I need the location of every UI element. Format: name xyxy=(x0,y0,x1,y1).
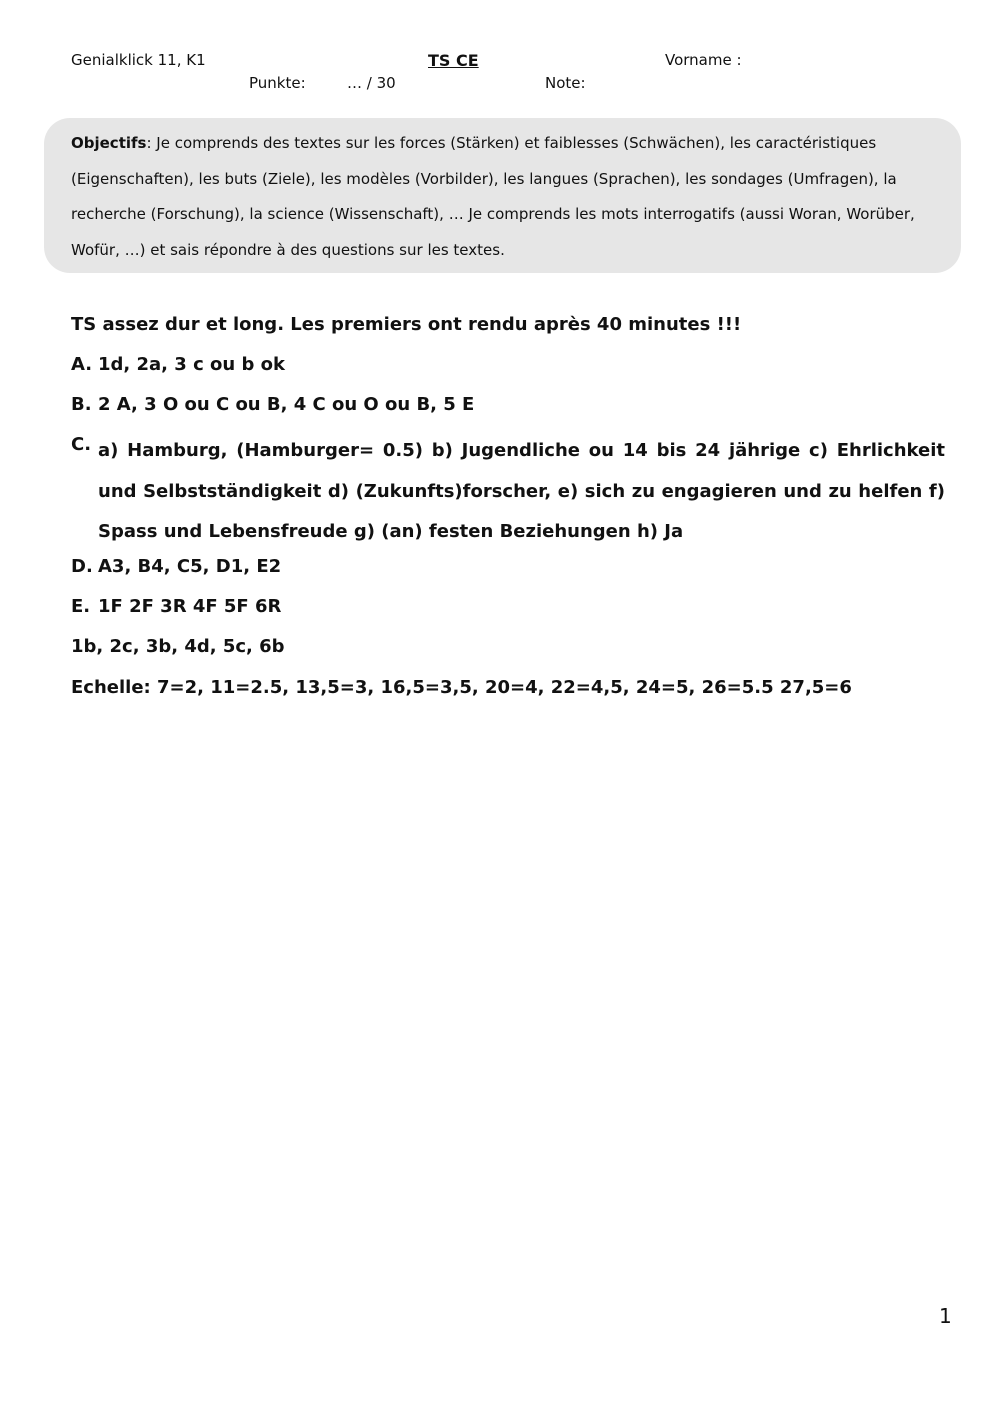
answer-a-text: 1d, 2a, 3 c ou b ok xyxy=(98,354,285,375)
answer-e-text: 1F 2F 3R 4F 5F 6R xyxy=(98,596,282,617)
course-name: Genialklick 11, K1 xyxy=(71,51,206,69)
objectives-body: : Je comprends des textes sur les forces (Stärken) et faiblesses (Schwächen), les caractéristiques (Eigenschaften), les buts (Ziele), les modèles (Vorbilder), les langues (Sprachen), les sondages (Umfragen), la recherche (Forschung), la science (Wissenschaft), … Je comprends les mots interrogatifs (aussi Woran, Worüber, Wofür, …) et sais répondre à des questions sur les textes. xyxy=(71,134,915,259)
answer-d xyxy=(71,556,281,577)
grading-scale: Echelle: 7=2, 11=2.5, 13,5=3, 16,5=3,5, 20=4, 22=4,5, 24=5, 26=5.5 27,5=6 xyxy=(71,677,852,698)
answer-b-label: B. xyxy=(71,394,92,415)
objectives-label: Objectifs xyxy=(71,134,147,152)
answer-b-text: 2 A, 3 O ou C ou B, 4 C ou O ou B, 5 E xyxy=(98,394,475,415)
answer-a-label: A. xyxy=(71,354,93,375)
answer-c xyxy=(71,431,945,553)
answer-d-text: A3, B4, C5, D1, E2 xyxy=(98,556,282,577)
answer-c-label: C. xyxy=(71,434,92,455)
answer-b xyxy=(71,394,474,415)
answer-d-label: D. xyxy=(71,556,93,577)
objectives-text xyxy=(71,126,951,268)
punkte-label: Punkte: xyxy=(249,74,306,92)
punkte-value: … / 30 xyxy=(347,74,396,92)
vorname-label: Vorname : xyxy=(665,51,742,69)
note-label: Note: xyxy=(545,74,586,92)
answers-intro: TS assez dur et long. Les premiers ont rendu après 40 minutes !!! xyxy=(71,314,742,335)
answer-extra: 1b, 2c, 3b, 4d, 5c, 6b xyxy=(71,636,285,657)
page-number: 1 xyxy=(939,1304,952,1328)
page-title: TS CE xyxy=(428,51,479,70)
answer-e xyxy=(71,596,281,617)
answer-c-text: a) Hamburg, (Hamburger= 0.5) b) Jugendliche ou 14 bis 24 jährige c) Ehrlichkeit und Selbstständigkeit d) (Zukunfts)forscher, e) sich zu engagieren und zu helfen f) Spass und Lebensfreude g) (an) festen Beziehungen h) Ja xyxy=(98,440,945,542)
answer-a xyxy=(71,354,285,375)
answer-e-label: E. xyxy=(71,596,91,617)
